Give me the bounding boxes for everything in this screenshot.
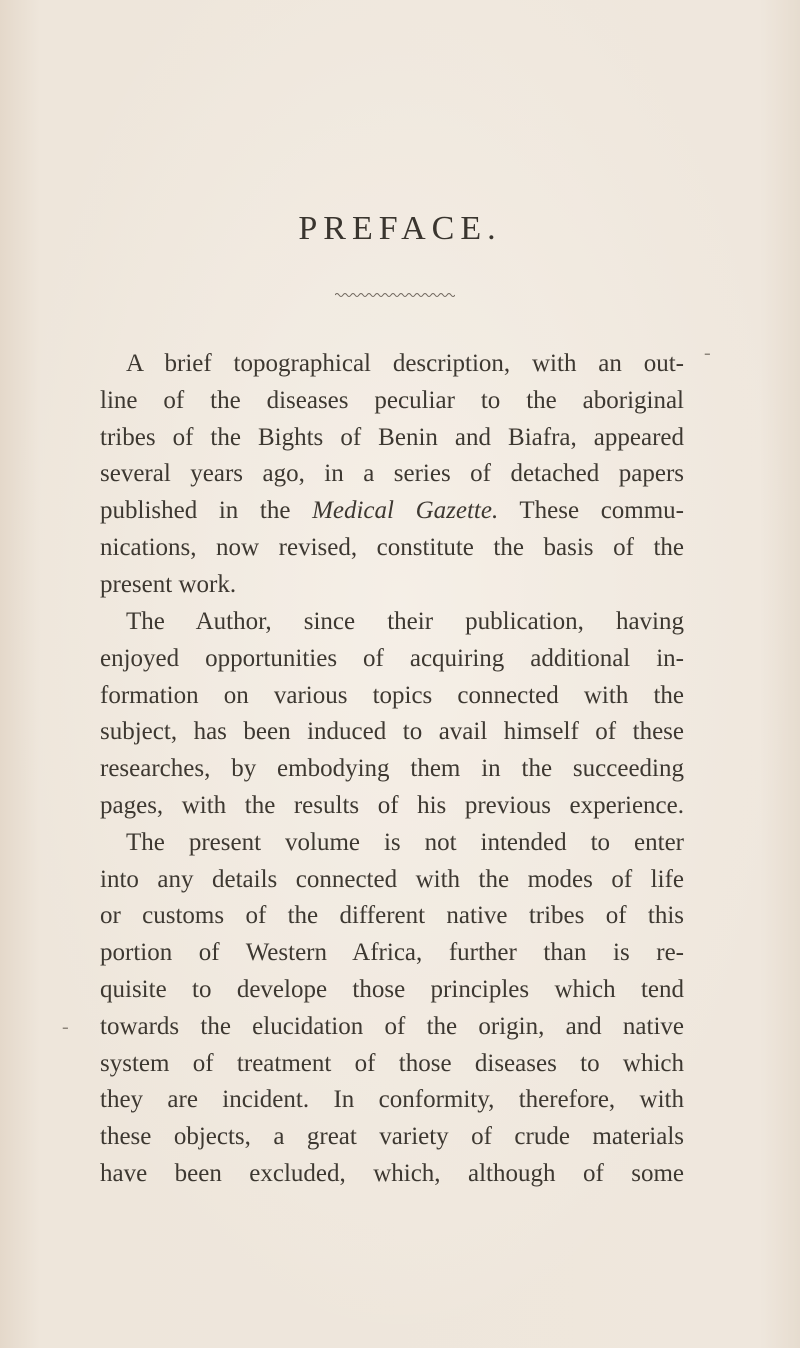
paragraph-line: subject, has been induced to avail himself of these	[100, 718, 684, 746]
paragraph-2	[100, 604, 684, 1193]
paragraph-line: A brief topographical description, with an out-	[126, 350, 684, 377]
line-start: published in the	[100, 497, 313, 525]
journal-title: Medical Gazette.	[312, 497, 499, 525]
paragraph-line: or customs of the different native tribes of this	[100, 902, 684, 930]
paragraph-line: nications, now revised, constitute the basis of the	[100, 533, 684, 561]
paragraph-line: line of the diseases peculiar to the aboriginal	[100, 386, 684, 414]
paragraph-line: tribes of the Bights of Benin and Biafra, appeared	[100, 423, 684, 451]
paragraph-line: formation on various topics connected with the	[100, 681, 684, 709]
paragraph-line: researches, by embodying them in the succeeding	[100, 755, 684, 783]
paragraph-line: quisite to develope those principles which tend	[100, 975, 684, 1003]
paragraph-line: system of treatment of those diseases to which	[100, 1049, 684, 1077]
paragraph-line: have been excluded, which, although of some	[100, 1159, 684, 1187]
paragraph-line: present work.	[100, 570, 237, 598]
paragraph-line: they are incident. In conformity, therefore, with	[100, 1086, 684, 1114]
paragraph-line: enjoyed opportunities of acquiring additional in-	[100, 644, 684, 672]
margin-dash: -	[62, 1016, 69, 1038]
paragraph-1	[100, 346, 684, 604]
paragraph-line: these objects, a great variety of crude materials	[100, 1123, 684, 1151]
margin-dash: -	[704, 342, 711, 364]
decorative-rule	[335, 292, 455, 298]
line-end: These commu-	[498, 497, 685, 525]
paragraph-line: pages, with the results of his previous experience.	[100, 791, 684, 819]
paragraph-line-with-italic	[100, 493, 684, 530]
paragraph-line: The present volume is not intended to enter	[126, 828, 684, 856]
paragraph-line: The Author, since their publication, having	[126, 608, 684, 635]
paragraph-line: several years ago, in a series of detached papers	[100, 460, 684, 488]
page-title: PREFACE.	[298, 210, 502, 247]
paragraph-line: portion of Western Africa, further than is re-	[100, 939, 684, 967]
paragraph-line: towards the elucidation of the origin, and native	[100, 1012, 684, 1040]
paragraph-line: into any details connected with the modes of life	[100, 865, 684, 893]
